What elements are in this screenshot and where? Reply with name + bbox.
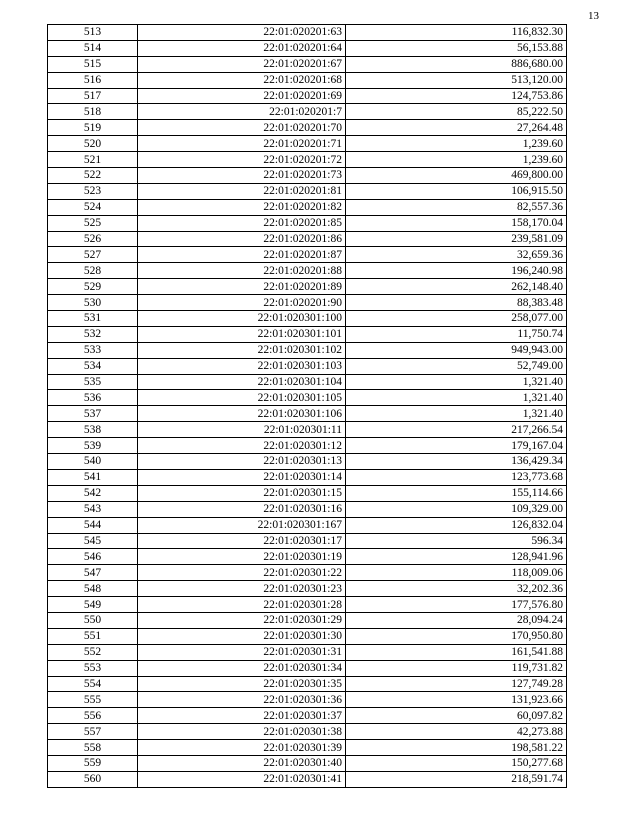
- cadastral-number-cell: 22:01:020301:37: [138, 708, 346, 724]
- row-number-cell: 513: [48, 25, 138, 41]
- row-number-cell: 547: [48, 565, 138, 581]
- table-row: [48, 279, 567, 295]
- row-number-cell: 549: [48, 597, 138, 613]
- row-number-cell: 544: [48, 517, 138, 533]
- cadastral-number-cell: 22:01:020301:103: [138, 358, 346, 374]
- value-cell: 155,114.66: [346, 485, 567, 501]
- cadastral-number-cell: 22:01:020301:39: [138, 740, 346, 756]
- value-cell: 82,557.36: [346, 199, 567, 215]
- value-cell: 126,832.04: [346, 517, 567, 533]
- value-cell: 949,943.00: [346, 342, 567, 358]
- cadastral-number-cell: 22:01:020301:30: [138, 628, 346, 644]
- table-row: [48, 660, 567, 676]
- row-number-cell: 522: [48, 168, 138, 184]
- cadastral-number-cell: 22:01:020301:38: [138, 724, 346, 740]
- value-cell: 60,097.82: [346, 708, 567, 724]
- cadastral-number-cell: 22:01:020201:81: [138, 183, 346, 199]
- row-number-cell: 545: [48, 533, 138, 549]
- row-number-cell: 555: [48, 692, 138, 708]
- cadastral-number-cell: 22:01:020201:67: [138, 56, 346, 72]
- value-cell: 170,950.80: [346, 628, 567, 644]
- row-number-cell: 532: [48, 326, 138, 342]
- cadastral-number-cell: 22:01:020301:41: [138, 771, 346, 787]
- cadastral-number-cell: 22:01:020301:101: [138, 326, 346, 342]
- cadastral-number-cell: 22:01:020301:102: [138, 342, 346, 358]
- value-cell: 128,941.96: [346, 549, 567, 565]
- value-cell: 32,659.36: [346, 247, 567, 263]
- row-number-cell: 558: [48, 740, 138, 756]
- table-row: [48, 565, 567, 581]
- table-row: [48, 406, 567, 422]
- table-row: [48, 469, 567, 485]
- cadastral-number-cell: 22:01:020201:86: [138, 231, 346, 247]
- table-row: [48, 724, 567, 740]
- row-number-cell: 515: [48, 56, 138, 72]
- cadastral-number-cell: 22:01:020201:73: [138, 168, 346, 184]
- row-number-cell: 526: [48, 231, 138, 247]
- value-cell: 28,094.24: [346, 612, 567, 628]
- value-cell: 124,753.86: [346, 88, 567, 104]
- row-number-cell: 548: [48, 581, 138, 597]
- value-cell: 239,581.09: [346, 231, 567, 247]
- cadastral-number-cell: 22:01:020201:89: [138, 279, 346, 295]
- table-row: [48, 454, 567, 470]
- row-number-cell: 534: [48, 358, 138, 374]
- table-row: [48, 358, 567, 374]
- value-cell: 42,273.88: [346, 724, 567, 740]
- value-cell: 1,239.60: [346, 152, 567, 168]
- value-cell: 131,923.66: [346, 692, 567, 708]
- row-number-cell: 531: [48, 311, 138, 327]
- table-row: [48, 740, 567, 756]
- value-cell: 262,148.40: [346, 279, 567, 295]
- value-cell: 596.34: [346, 533, 567, 549]
- row-number-cell: 541: [48, 469, 138, 485]
- cadastral-number-cell: 22:01:020301:17: [138, 533, 346, 549]
- row-number-cell: 560: [48, 771, 138, 787]
- value-cell: 85,222.50: [346, 104, 567, 120]
- table-row: [48, 597, 567, 613]
- cadastral-number-cell: 22:01:020201:85: [138, 215, 346, 231]
- cadastral-number-cell: 22:01:020301:28: [138, 597, 346, 613]
- cadastral-value-table: [47, 24, 567, 788]
- value-cell: 513,120.00: [346, 72, 567, 88]
- cadastral-number-cell: 22:01:020301:35: [138, 676, 346, 692]
- row-number-cell: 528: [48, 263, 138, 279]
- value-cell: 109,329.00: [346, 501, 567, 517]
- row-number-cell: 537: [48, 406, 138, 422]
- table-row: [48, 771, 567, 787]
- table-row: [48, 438, 567, 454]
- value-cell: 217,266.54: [346, 422, 567, 438]
- row-number-cell: 516: [48, 72, 138, 88]
- row-number-cell: 524: [48, 199, 138, 215]
- value-cell: 258,077.00: [346, 311, 567, 327]
- cadastral-number-cell: 22:01:020201:68: [138, 72, 346, 88]
- value-cell: 123,773.68: [346, 469, 567, 485]
- cadastral-number-cell: 22:01:020201:69: [138, 88, 346, 104]
- row-number-cell: 523: [48, 183, 138, 199]
- value-cell: 118,009.06: [346, 565, 567, 581]
- row-number-cell: 525: [48, 215, 138, 231]
- table-row: [48, 136, 567, 152]
- row-number-cell: 533: [48, 342, 138, 358]
- row-number-cell: 554: [48, 676, 138, 692]
- table-row: [48, 374, 567, 390]
- table-row: [48, 247, 567, 263]
- cadastral-number-cell: 22:01:020301:13: [138, 454, 346, 470]
- table-row: [48, 342, 567, 358]
- table-row: [48, 199, 567, 215]
- cadastral-number-cell: 22:01:020201:70: [138, 120, 346, 136]
- table-row: [48, 612, 567, 628]
- table-row: [48, 311, 567, 327]
- row-number-cell: 538: [48, 422, 138, 438]
- cadastral-number-cell: 22:01:020201:88: [138, 263, 346, 279]
- row-number-cell: 535: [48, 374, 138, 390]
- value-cell: 116,832.30: [346, 25, 567, 41]
- cadastral-number-cell: 22:01:020201:63: [138, 25, 346, 41]
- cadastral-number-cell: 22:01:020301:104: [138, 374, 346, 390]
- table-row: [48, 326, 567, 342]
- value-cell: 11,750.74: [346, 326, 567, 342]
- cadastral-number-cell: 22:01:020301:19: [138, 549, 346, 565]
- row-number-cell: 536: [48, 390, 138, 406]
- table-row: [48, 215, 567, 231]
- row-number-cell: 520: [48, 136, 138, 152]
- value-cell: 886,680.00: [346, 56, 567, 72]
- cadastral-number-cell: 22:01:020201:64: [138, 40, 346, 56]
- cadastral-number-cell: 22:01:020301:36: [138, 692, 346, 708]
- table-row: [48, 692, 567, 708]
- cadastral-number-cell: 22:01:020301:29: [138, 612, 346, 628]
- table-row: [48, 88, 567, 104]
- table-row: [48, 644, 567, 660]
- row-number-cell: 514: [48, 40, 138, 56]
- value-cell: 218,591.74: [346, 771, 567, 787]
- table-row: [48, 231, 567, 247]
- row-number-cell: 556: [48, 708, 138, 724]
- value-cell: 1,239.60: [346, 136, 567, 152]
- cadastral-number-cell: 22:01:020301:11: [138, 422, 346, 438]
- row-number-cell: 546: [48, 549, 138, 565]
- row-number-cell: 550: [48, 612, 138, 628]
- cadastral-number-cell: 22:01:020301:23: [138, 581, 346, 597]
- cadastral-number-cell: 22:01:020201:71: [138, 136, 346, 152]
- table-row: [48, 501, 567, 517]
- cadastral-number-cell: 22:01:020301:100: [138, 311, 346, 327]
- cadastral-number-cell: 22:01:020201:72: [138, 152, 346, 168]
- table-row: [48, 104, 567, 120]
- table-row: [48, 152, 567, 168]
- cadastral-number-cell: 22:01:020201:90: [138, 295, 346, 311]
- cadastral-number-cell: 22:01:020201:82: [138, 199, 346, 215]
- table-body: [48, 25, 567, 788]
- row-number-cell: 559: [48, 755, 138, 771]
- value-cell: 52,749.00: [346, 358, 567, 374]
- table-row: [48, 422, 567, 438]
- table-row: [48, 755, 567, 771]
- row-number-cell: 539: [48, 438, 138, 454]
- table-row: [48, 517, 567, 533]
- page-number: 13: [588, 10, 599, 22]
- row-number-cell: 557: [48, 724, 138, 740]
- value-cell: 127,749.28: [346, 676, 567, 692]
- table-row: [48, 183, 567, 199]
- table-row: [48, 390, 567, 406]
- table-row: [48, 533, 567, 549]
- table-row: [48, 263, 567, 279]
- value-cell: 27,264.48: [346, 120, 567, 136]
- cadastral-number-cell: 22:01:020301:40: [138, 755, 346, 771]
- value-cell: 1,321.40: [346, 374, 567, 390]
- row-number-cell: 553: [48, 660, 138, 676]
- table-row: [48, 581, 567, 597]
- cadastral-number-cell: 22:01:020301:34: [138, 660, 346, 676]
- row-number-cell: 530: [48, 295, 138, 311]
- row-number-cell: 517: [48, 88, 138, 104]
- table-row: [48, 708, 567, 724]
- value-cell: 177,576.80: [346, 597, 567, 613]
- cadastral-number-cell: 22:01:020301:16: [138, 501, 346, 517]
- cadastral-number-cell: 22:01:020301:105: [138, 390, 346, 406]
- value-cell: 56,153.88: [346, 40, 567, 56]
- table-row: [48, 485, 567, 501]
- value-cell: 179,167.04: [346, 438, 567, 454]
- value-cell: 136,429.34: [346, 454, 567, 470]
- value-cell: 119,731.82: [346, 660, 567, 676]
- value-cell: 469,800.00: [346, 168, 567, 184]
- cadastral-number-cell: 22:01:020201:7: [138, 104, 346, 120]
- value-cell: 32,202.36: [346, 581, 567, 597]
- table-row: [48, 168, 567, 184]
- value-cell: 1,321.40: [346, 390, 567, 406]
- table-row: [48, 549, 567, 565]
- value-cell: 150,277.68: [346, 755, 567, 771]
- table-row: [48, 628, 567, 644]
- value-cell: 196,240.98: [346, 263, 567, 279]
- row-number-cell: 552: [48, 644, 138, 660]
- value-cell: 88,383.48: [346, 295, 567, 311]
- row-number-cell: 521: [48, 152, 138, 168]
- table-row: [48, 72, 567, 88]
- row-number-cell: 551: [48, 628, 138, 644]
- cadastral-number-cell: 22:01:020301:22: [138, 565, 346, 581]
- table-row: [48, 25, 567, 41]
- cadastral-number-cell: 22:01:020301:15: [138, 485, 346, 501]
- cadastral-number-cell: 22:01:020301:106: [138, 406, 346, 422]
- row-number-cell: 542: [48, 485, 138, 501]
- value-cell: 158,170.04: [346, 215, 567, 231]
- value-cell: 1,321.40: [346, 406, 567, 422]
- value-cell: 198,581.22: [346, 740, 567, 756]
- row-number-cell: 540: [48, 454, 138, 470]
- table-row: [48, 120, 567, 136]
- table-row: [48, 295, 567, 311]
- cadastral-number-cell: 22:01:020301:31: [138, 644, 346, 660]
- row-number-cell: 519: [48, 120, 138, 136]
- cadastral-number-cell: 22:01:020301:14: [138, 469, 346, 485]
- value-cell: 161,541.88: [346, 644, 567, 660]
- cadastral-number-cell: 22:01:020301:12: [138, 438, 346, 454]
- row-number-cell: 543: [48, 501, 138, 517]
- cadastral-number-cell: 22:01:020201:87: [138, 247, 346, 263]
- row-number-cell: 529: [48, 279, 138, 295]
- value-cell: 106,915.50: [346, 183, 567, 199]
- cadastral-number-cell: 22:01:020301:167: [138, 517, 346, 533]
- row-number-cell: 518: [48, 104, 138, 120]
- table-row: [48, 40, 567, 56]
- table-row: [48, 676, 567, 692]
- row-number-cell: 527: [48, 247, 138, 263]
- table-row: [48, 56, 567, 72]
